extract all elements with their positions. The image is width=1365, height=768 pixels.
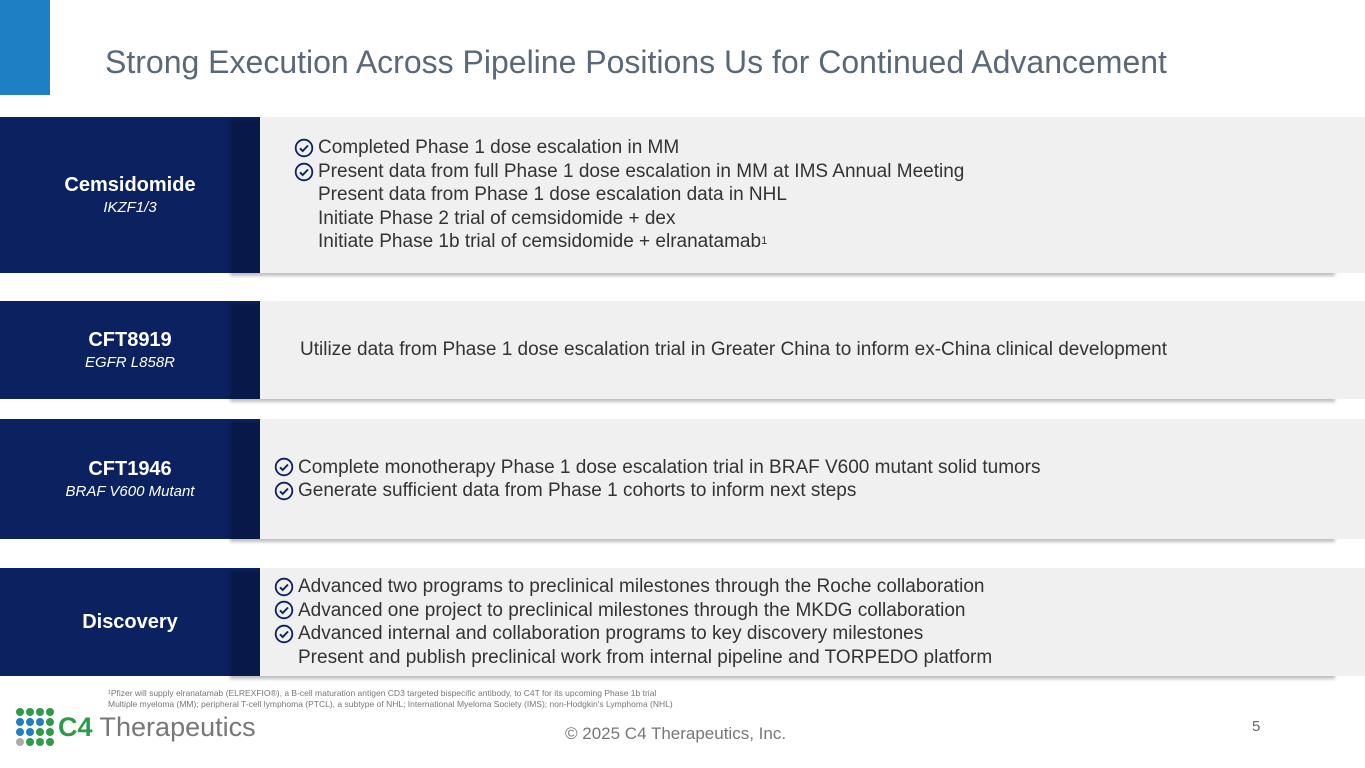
check-circle-icon [294,162,314,182]
milestone-item [274,575,1365,599]
milestone-item [274,622,1365,646]
milestone-item [294,160,1365,184]
milestone-text: Advanced one project to preclinical milestones through the MKDG collaboration [298,599,966,621]
milestone-item [294,207,1365,231]
milestone-text: Present and publish preclinical work from internal pipeline and TORPEDO platform [298,646,993,668]
milestone-text: Generate sufficient data from Phase 1 cohorts to inform next steps [298,480,857,501]
copyright: © 2025 C4 Therapeutics, Inc. [565,724,787,743]
page-title: Strong Execution Across Pipeline Positions Us for Continued Advancement [105,44,1167,80]
milestone-item [294,230,1365,254]
milestone-text: Completed Phase 1 dose escalation in MM [318,137,680,159]
milestone-item [274,479,1365,503]
milestone-text: Advanced two programs to preclinical milestones through the Roche collaboration [298,576,985,597]
program-name: Discovery [82,610,178,633]
milestone-item [274,646,1365,670]
program-label [0,117,260,273]
accent-bar [0,0,50,95]
milestone-text: Advanced internal and collaboration programs to key discovery milestones [298,623,924,644]
milestone-text: Initiate Phase 2 trial of cemsidomide + dex [318,207,676,229]
footnotes [108,688,673,710]
milestones-panel [260,117,1365,273]
program-target: IKZF1/3 [103,199,157,216]
milestone-text: Present data from full Phase 1 dose escalation in MM at IMS Annual Meeting [318,160,965,182]
footnote: ¹Pfizer will supply elranatamab (ELREXFIO®), a B-cell maturation antigen CD3 targeted bispecific antibody, to C4T for its upcoming Phase 1b trial [108,688,657,698]
check-circle-icon [274,600,294,620]
milestone-item [274,599,1365,623]
milestone-item [274,456,1365,480]
page-number: 5 [1252,718,1261,735]
milestone-text: Complete monotherapy Phase 1 dose escalation trial in BRAF V600 mutant solid tumors [298,456,1041,478]
milestone-item [294,136,1365,160]
milestone-text: Present data from Phase 1 dose escalation data in NHL [318,184,787,206]
milestones-panel [260,301,1365,399]
milestones-panel [260,568,1365,676]
footnote: Multiple myeloma (MM); peripheral T-cell lymphoma (PTCL), a subtype of NHL; International Myeloma Society (IMS); non-Hodgkin's Lymphoma (NHL) [108,699,673,709]
check-circle-icon [274,624,294,644]
program-row [0,117,1365,273]
program-target: EGFR L858R [84,354,176,371]
program-row [0,568,1365,676]
footnote-ref: 1 [761,235,768,248]
milestone-text: Initiate Phase 1b trial of cemsidomide + elranatamab [318,231,762,253]
program-label [0,419,260,539]
program-target: BRAF V600 Mutant [65,483,195,500]
check-circle-icon [274,481,294,501]
milestone-text: Utilize data from Phase 1 dose escalation trial in Greater China to inform ex-China clinical development [300,339,1168,361]
program-name: CFT8919 [88,329,172,351]
milestone-item [294,183,1365,207]
program-label [0,301,260,399]
company-logo [16,708,256,746]
logo-text: Therapeutics [99,711,256,742]
program-name: CFT1946 [88,458,172,480]
milestones-panel [260,419,1365,539]
milestone-item [300,338,1365,362]
check-circle-icon [294,138,314,158]
logo-brand: C4 [58,711,93,742]
program-name: Cemsidomide [64,174,196,196]
program-label [0,568,260,676]
check-circle-icon [274,457,294,477]
logo-dots-icon [16,708,54,746]
program-row [0,301,1365,399]
check-circle-icon [274,577,294,597]
program-row [0,419,1365,539]
